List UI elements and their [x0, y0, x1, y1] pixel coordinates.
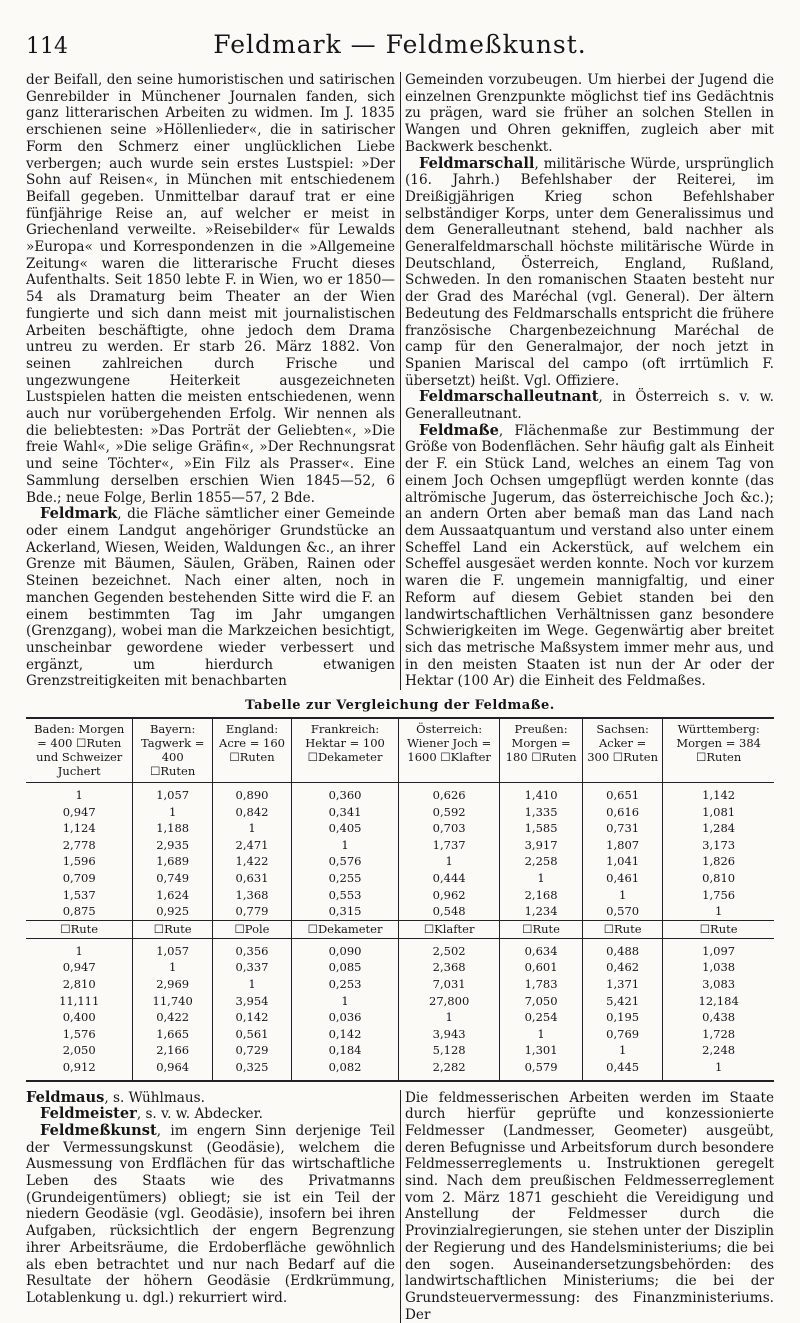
table-cell: 11,740 — [133, 993, 213, 1010]
table-cell: 0,341 — [292, 804, 399, 821]
table-row — [26, 853, 774, 870]
table-cell: 1,728 — [663, 1026, 774, 1043]
table-cell: 1 — [582, 1042, 662, 1059]
table-cell: 0,445 — [582, 1059, 662, 1081]
table-cell: 0,810 — [663, 870, 774, 887]
table-unit-cell: ☐Klafter — [399, 920, 500, 938]
table-header-cell: England: Acre = 160 ☐Ruten — [212, 718, 291, 783]
table-cell: 2,282 — [399, 1059, 500, 1081]
table-cell: 0,576 — [292, 853, 399, 870]
table-cell: 1,596 — [62, 854, 96, 869]
table-cell: 0,085 — [292, 959, 399, 976]
page-number: 114 — [26, 34, 68, 59]
table-cell: 0,947 — [62, 804, 96, 819]
table-cell: 2,810 — [62, 976, 96, 991]
table-cell: 0,255 — [292, 870, 399, 887]
comparison-table — [26, 717, 774, 1082]
entry-headword: Feldmeister — [40, 1105, 137, 1123]
table-header-cell: Bayern: Tagwerk = 400 ☐Ruten — [133, 718, 213, 783]
table-cell: 1,081 — [663, 804, 774, 821]
table-row — [26, 887, 774, 904]
entry-headword: Feldmeßkunst — [40, 1121, 157, 1139]
table-cell: 3,943 — [399, 1026, 500, 1043]
table-cell: 0,842 — [212, 804, 291, 821]
table-cell: 1,057 — [133, 938, 213, 959]
right-column — [405, 72, 774, 690]
table-row — [26, 820, 774, 837]
table-unit-row — [26, 920, 774, 938]
entry-text: , militärische Würde, ursprünglich (16. Jahrh.) Befehlshaber der Reiterei, im Dreißigjährigen Krieg schon Befehlshaber selbständiger Korps, unter dem Generalissimus und dem Generalleutnant stehend, bald nachher als Generalfeldmarschall höchste militärische Würde in Deutschland, Österreich, England, Rußland, Schweden. In den romanischen Staaten besteht nur der Grad des Maréchal (vgl. General). Der ältern Bedeutung des Feldmarschalls entspricht die frühere französische Chargenbezeichnung Maréchal de camp für den Generalmajor, der noch jetzt in Spanien Mariscal del campo (oft irrtümlich F. übersetzt) heißt. Vgl. Offiziere. — [405, 155, 774, 389]
table-cell: 1,335 — [500, 804, 583, 821]
table-cell: 2,969 — [133, 976, 213, 993]
table-header-cell: Sachsen: Acker = 300 ☐Ruten — [582, 718, 662, 783]
table-cell: 1,756 — [663, 887, 774, 904]
table-cell: 1,041 — [582, 853, 662, 870]
table-cell: 0,631 — [212, 870, 291, 887]
table-cell: 0,422 — [133, 1009, 213, 1026]
running-title: Feldmark — Feldmeßkunst. — [213, 30, 587, 59]
table-cell: 1,057 — [133, 783, 213, 804]
table-cell: 1,807 — [582, 837, 662, 854]
dictionary-entry — [405, 156, 774, 390]
left-column — [26, 72, 395, 690]
table-cell: 2,935 — [133, 837, 213, 854]
table-cell: 1,124 — [62, 821, 96, 836]
table-row — [26, 1026, 774, 1043]
table-cell: 1 — [399, 853, 500, 870]
table-cell: 1,665 — [133, 1026, 213, 1043]
table-row — [26, 903, 774, 920]
table-cell: 0,548 — [399, 903, 500, 920]
table-cell: 0,779 — [212, 903, 291, 920]
entry-text: , Flächenmaße zur Bestimmung der Größe von Bodenflächen. Sehr häufig galt als Einheit der F. ein Stück Land, welches an einem Tag von einem Joch Ochsen umgepflügt werden konnte (das altrömische Jugerum, das österreichische Joch &c.); an andern Orten aber bemaß man das Land nach dem Aussaatquantum und verstand also unter einem Scheffel Land ein Ackerstück, auf welchem ein Scheffel ausgesäet werden konnte. Noch vor kurzem waren die F. ungemein mannigfaltig, und einer Reform auf diesem Gebiet standen bei den landwirtschaftlichen Verhältnissen ganz besondere Schwierigkeiten im Wege. Gegenwärtig aber breitet sich das metrische Maßsystem immer mehr aus, und in den meisten Staaten ist nun der Ar oder der Hektar (100 Ar) die Einheit des Feldmaßes. — [405, 422, 774, 690]
table-cell: 5,128 — [399, 1042, 500, 1059]
table-cell: 1,585 — [500, 820, 583, 837]
table-cell: 0,616 — [582, 804, 662, 821]
table-cell: 5,421 — [582, 993, 662, 1010]
table-row — [26, 1009, 774, 1026]
table-header-cell: Preußen: Morgen = 180 ☐Ruten — [500, 718, 583, 783]
table-row — [26, 783, 774, 804]
table-cell: 1,737 — [399, 837, 500, 854]
table-row — [26, 837, 774, 854]
table-cell: 0,579 — [500, 1059, 583, 1081]
table-cell: 0,651 — [582, 783, 662, 804]
table-cell: 2,258 — [500, 853, 583, 870]
table-cell: 1,826 — [663, 853, 774, 870]
dictionary-entry — [26, 506, 395, 690]
table-row — [26, 870, 774, 887]
table-cell: 1 — [133, 959, 213, 976]
table-cell: 3,917 — [500, 837, 583, 854]
table-cell: 0,184 — [292, 1042, 399, 1059]
table-cell: 0,890 — [212, 783, 291, 804]
table-cell: 0,729 — [212, 1042, 291, 1059]
table-cell: 1,576 — [62, 1026, 96, 1041]
table-cell: 0,405 — [292, 820, 399, 837]
table-cell: 1 — [75, 788, 83, 803]
right-column-bottom — [405, 1090, 774, 1323]
paragraph: Gemeinden vorzubeugen. Um hierbei der Jugend die einzelnen Grenzpunkte möglichst tief ins Gedächtnis zu prägen, ward sie früher an solchen Stellen in Wangen und Ohren gekniffen, zugleich aber mit Backwerk beschenkt. — [405, 72, 774, 155]
table-block-2 — [26, 920, 774, 1080]
column-divider — [400, 72, 401, 690]
table-cell: 1,301 — [500, 1042, 583, 1059]
table-cell: 1 — [663, 1059, 774, 1081]
table-cell: 0,964 — [133, 1059, 213, 1081]
table-cell: 1 — [500, 1026, 583, 1043]
table-cell: 1,537 — [62, 887, 96, 902]
entry-text: , die Fläche sämtlicher einer Gemeinde oder einem Landgut angehöriger Grundstücke an Ackerland, Wiesen, Weiden, Waldungen &c., an ihrer Grenze mit Bäumen, Säulen, Gräben, Rainen oder Steinen bezeichnet. Nach einer alten, noch in manchen Gegenden bestehenden Sitte wird die F. an einem bestimmten Tag im Jahr umgangen (Grenzgang), wobei man die Markzeichen besichtigt, unscheinbar gewordene wieder verbessert und ergänzt, um hierdurch etwanigen Grenzstreitigkeiten mit benachbarten — [26, 506, 395, 690]
table-cell: 0,360 — [292, 783, 399, 804]
entry-text: , in Österreich s. v. w. Generalleutnant. — [405, 389, 774, 423]
entry-text: , s. Wühlmaus. — [104, 1089, 205, 1106]
dictionary-entry — [26, 1123, 395, 1307]
table-cell: 3,173 — [663, 837, 774, 854]
dictionary-entry — [26, 1106, 395, 1123]
table-cell: 1 — [75, 943, 83, 958]
table-unit-cell: ☐Rute — [582, 920, 662, 938]
table-cell: 1 — [292, 837, 399, 854]
entry-headword: Feldmarschalleutnant — [419, 388, 599, 406]
table-cell: 0,592 — [399, 804, 500, 821]
table-cell: 0,912 — [26, 1059, 133, 1081]
paragraph: Die feldmesserischen Arbeiten werden im Staate durch hierfür geprüfte und konzessionierte Feldmesser (Landmesser, Geometer) ausgeübt, deren Befugnisse und Arbeitsforum durch besondere Feldmesserreglements u. Instruktionen geregelt sind. Nach dem preußischen Feldmesserreglement vom 2. März 1871 geschieht die Vereidigung und Anstellung der Feldmesser durch die Provinzialregierungen, sie stehen unter der Disziplin der Regierung und des Handelsministeriums; die bei den sogen. Auseinandersetzungsbehörden: des landwirtschaftlichen Ministeriums; die bei der Grundsteuervermessung: des Finanzministeriums. Der — [405, 1089, 774, 1323]
table-cell: 2,502 — [399, 938, 500, 959]
table-cell: 1,422 — [212, 853, 291, 870]
table-cell: 1,368 — [212, 887, 291, 904]
table-cell: 2,471 — [212, 837, 291, 854]
table-cell: 7,031 — [399, 976, 500, 993]
table-unit-cell: ☐Rute — [133, 920, 213, 938]
table-row — [26, 959, 774, 976]
table-cell: 0,444 — [399, 870, 500, 887]
table-cell: 0,438 — [663, 1009, 774, 1026]
table-cell: 0,634 — [500, 938, 583, 959]
table-cell: 1 — [500, 870, 583, 887]
table-cell: 0,036 — [292, 1009, 399, 1026]
table-cell: 1,038 — [663, 959, 774, 976]
table-row — [26, 804, 774, 821]
table-cell: 1,783 — [500, 976, 583, 993]
table-header-row — [26, 718, 774, 783]
table-cell: 1,624 — [133, 887, 213, 904]
table-block-1 — [26, 783, 774, 921]
table-cell: 0,315 — [292, 903, 399, 920]
table-cell: 1,097 — [663, 938, 774, 959]
entry-headword: Feldmark — [40, 505, 118, 523]
table-cell: 2,368 — [399, 959, 500, 976]
table-cell: 1 — [133, 804, 213, 821]
entry-headword: Feldmaus — [26, 1088, 105, 1106]
table-cell: 1 — [212, 976, 291, 993]
table-cell: 3,083 — [663, 976, 774, 993]
table-unit-cell: ☐Rute — [500, 920, 583, 938]
table-header-cell: Baden: Morgen = 400 ☐Ruten und Schweizer Juchert — [26, 718, 133, 783]
table-cell: 0,254 — [500, 1009, 583, 1026]
table-row — [26, 938, 774, 959]
table-unit-cell: ☐Dekameter — [292, 920, 399, 938]
table-cell: 11,111 — [59, 993, 100, 1008]
table-cell: 0,731 — [582, 820, 662, 837]
table-cell: 1,142 — [663, 783, 774, 804]
table-cell: 0,253 — [292, 976, 399, 993]
table-cell: 0,488 — [582, 938, 662, 959]
table-cell: 1,689 — [133, 853, 213, 870]
table-cell: 0,875 — [62, 904, 96, 919]
table-cell: 0,553 — [292, 887, 399, 904]
table-unit-cell: ☐Rute — [26, 920, 133, 938]
table-cell: 0,195 — [582, 1009, 662, 1026]
table-cell: 0,561 — [212, 1026, 291, 1043]
table-cell: 0,400 — [62, 1010, 96, 1025]
table-cell: 12,184 — [663, 993, 774, 1010]
table-cell: 1 — [292, 993, 399, 1010]
table-cell: 0,626 — [399, 783, 500, 804]
table-cell: 1,371 — [582, 976, 662, 993]
left-column-bottom — [26, 1090, 395, 1323]
entry-text: , s. v. w. Abdecker. — [136, 1106, 263, 1123]
table-cell: 0,709 — [62, 870, 96, 885]
table-row — [26, 1042, 774, 1059]
entry-headword: Feldmaße — [419, 421, 499, 439]
entry-headword: Feldmarschall — [419, 154, 535, 172]
table-cell: 2,166 — [133, 1042, 213, 1059]
table-cell: 1 — [582, 887, 662, 904]
table-header-cell: Österreich: Wiener Joch = 1600 ☐Klafter — [399, 718, 500, 783]
table-cell: 1,188 — [133, 820, 213, 837]
table-cell: 7,050 — [500, 993, 583, 1010]
table-cell: 1 — [212, 820, 291, 837]
column-divider-bottom — [400, 1090, 401, 1323]
table-cell: 0,142 — [212, 1009, 291, 1026]
dictionary-page — [0, 28, 800, 1323]
table-cell: 2,778 — [62, 837, 96, 852]
table-cell: 2,050 — [62, 1043, 96, 1058]
bottom-columns — [26, 1090, 774, 1323]
table-cell: 27,800 — [399, 993, 500, 1010]
table-header-cell: Frankreich: Hektar = 100 ☐Dekameter — [292, 718, 399, 783]
page-header — [26, 28, 774, 72]
table-row — [26, 1059, 774, 1081]
table-cell: 0,570 — [582, 903, 662, 920]
table-unit-cell: ☐Pole — [212, 920, 291, 938]
table-cell: 1 — [663, 903, 774, 920]
table-cell: 0,462 — [582, 959, 662, 976]
table-title: Tabelle zur Vergleichung der Feldmaße. — [245, 698, 555, 714]
table-header-cell: Württemberg: Morgen = 384 ☐Ruten — [663, 718, 774, 783]
table-cell: 0,082 — [292, 1059, 399, 1081]
top-columns — [26, 72, 774, 690]
entry-text: , im engern Sinn derjenige Teil der Vermessungskunst (Geodäsie), welchem die Ausmessung von Erdflächen für das wirtschaftliche Leben des Staats wie des Privatmanns (Grundeigentümers) obliegt; sie ist ein Teil der niedern Geodäsie (vgl. Geodäsie), insofern bei ihren Aufgaben, rücksichtlich der engern Begrenzung ihrer Arbeitsräume, die Erdoberfläche gewöhnlich als eben betrachtet und nur nach Bedarf auf die Resultate der höhern Geodäsie (Erdkrümmung, Lotablenkung u. dgl.) rekurriert wird. — [26, 1122, 395, 1306]
table-cell: 0,703 — [399, 820, 500, 837]
table-cell: 3,954 — [212, 993, 291, 1010]
table-cell: 0,769 — [582, 1026, 662, 1043]
table-unit-cell: ☐Rute — [663, 920, 774, 938]
table-cell: 0,461 — [582, 870, 662, 887]
table-cell: 2,168 — [500, 887, 583, 904]
table-cell: 0,947 — [62, 960, 96, 975]
paragraph: der Beifall, den seine humoristischen und satirischen Genrebilder in Münchener Journalen fanden, sich ganz litterarischen Arbeiten zu widmen. Im J. 1835 erschienen seine »Höllenlieder«, die in satirischer Form den Schmerz einer unglücklichen Liebe verbergen; auch wurde sein erstes Lustspiel: »Der Sohn auf Reisen«, in München mit entschiedenem Beifall gegeben. Unmittelbar darauf trat er eine fünfjährige Reise an, auf welcher er meist in Griechenland verweilte. »Reisebilder« für Lewalds »Europa« und Korrespondenzen in die »Allgemeine Zeitung« waren die litterarische Frucht dieses Aufenthalts. Seit 1850 lebte F. in Wien, wo er 1850—54 als Dramaturg beim Theater an der Wien fungierte und sich dann meist mit journalistischen Arbeiten beschäftigte, ohne jedoch dem Drama untreu zu werden. Er starb 26. März 1882. Von seinen zahlreichen durch Frische und ungezwungene Heiterkeit ausgezeichneten Lustspielen hatten die meisten entschiedenen, wenn auch nur vorübergehenden Erfolg. Wir nennen als die beliebtesten: »Das Porträt der Geliebten«, »Die freie Wahl«, »Die selige Gräfin«, »Der Rechnungsrat und seine Töchter«, »Ein Filz als Prasser«. Eine Sammlung derselben erschien Wien 1845—52, 6 Bde.; neue Folge, Berlin 1855—57, 2 Bde. — [26, 72, 395, 506]
table-cell: 1,410 — [500, 783, 583, 804]
dictionary-entry — [26, 1090, 395, 1107]
table-cell: 0,142 — [292, 1026, 399, 1043]
table-cell: 1,234 — [500, 903, 583, 920]
table-cell: 0,749 — [133, 870, 213, 887]
table-cell: 0,925 — [133, 903, 213, 920]
dictionary-entry — [405, 389, 774, 422]
table-cell: 0,325 — [212, 1059, 291, 1081]
table-cell: 0,356 — [212, 938, 291, 959]
table-cell: 0,090 — [292, 938, 399, 959]
table-row — [26, 993, 774, 1010]
table-cell: 2,248 — [663, 1042, 774, 1059]
dictionary-entry — [405, 423, 774, 690]
table-cell: 0,601 — [500, 959, 583, 976]
table-row — [26, 976, 774, 993]
table-cell: 0,337 — [212, 959, 291, 976]
table-cell: 1 — [399, 1009, 500, 1026]
table-cell: 1,284 — [663, 820, 774, 837]
table-cell: 0,962 — [399, 887, 500, 904]
